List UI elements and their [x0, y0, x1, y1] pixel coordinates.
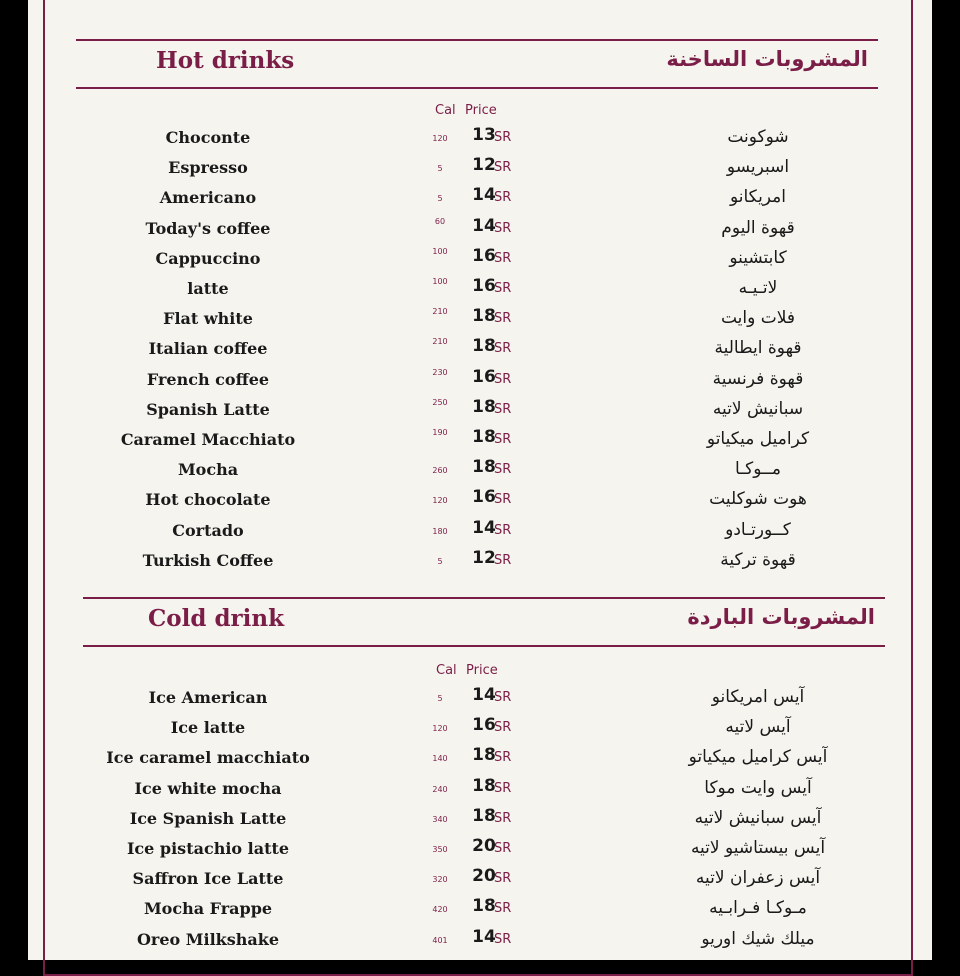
item-price: 14 [472, 926, 496, 947]
hot-menu-item [28, 273, 932, 303]
item-name-en: Caramel Macchiato [120, 430, 296, 449]
item-name-en: Espresso [168, 158, 248, 178]
item-price: 14 [472, 185, 496, 206]
item-price: 20 [472, 866, 496, 887]
cold-menu-item [28, 803, 932, 833]
item-price: 18 [472, 396, 496, 417]
item-name-ar: قهوة اليوم [721, 217, 795, 238]
cold-menu-item [28, 682, 932, 712]
item-currency: SR [494, 931, 512, 947]
item-currency: SR [494, 522, 512, 538]
item-price: 16 [472, 276, 496, 296]
item-calories: 180 [432, 526, 448, 536]
item-name-ar: هوت شوكليت [709, 489, 807, 510]
hot-menu-item [28, 515, 932, 545]
item-name-ar: كــورتـادو [725, 519, 791, 540]
hot-menu-item [28, 364, 932, 394]
item-name-ar: كراميل ميكياتو [706, 429, 810, 449]
item-currency: SR [494, 401, 512, 417]
item-calories: 120 [432, 724, 448, 734]
cold-menu-item [28, 742, 932, 772]
item-name-en: Mocha [177, 460, 239, 480]
item-currency: SR [494, 780, 512, 796]
item-price: 18 [472, 427, 496, 447]
item-calories: 210 [432, 337, 448, 347]
item-price: 18 [472, 896, 496, 917]
item-price: 16 [472, 487, 496, 508]
item-name-en: Today's coffee [145, 218, 271, 238]
item-calories: 250 [432, 397, 448, 407]
item-currency: SR [494, 901, 512, 917]
item-currency: SR [494, 130, 512, 145]
item-calories: 60 [434, 216, 446, 226]
cold-price-label: Price [466, 663, 498, 678]
item-price: 18 [472, 306, 496, 327]
item-price: 18 [472, 745, 496, 766]
item-name-ar: ميلك شيك اوريو [701, 928, 815, 949]
item-name-ar: لاتـيـه [738, 278, 778, 298]
item-name-en: Ice latte [170, 718, 246, 738]
item-calories: 210 [432, 307, 448, 317]
hot-menu-item [28, 152, 932, 182]
item-name-en: Ice caramel macchiato [106, 748, 310, 768]
item-calories: 190 [432, 428, 448, 437]
cold-drinks-title-en: Cold drink [148, 605, 285, 632]
item-price: 18 [472, 805, 496, 826]
item-price: 16 [472, 715, 496, 736]
item-currency: SR [494, 750, 512, 766]
item-name-en: Ice Spanish Latte [129, 808, 287, 828]
cold-menu-item [28, 924, 932, 954]
hot-menu-item [28, 484, 932, 514]
item-name-ar: آيس بيستاشيو لاتيه [690, 838, 826, 858]
menu-page [28, 0, 932, 960]
item-name-en: Hot chocolate [145, 490, 271, 510]
hot-menu-item [28, 122, 932, 152]
item-currency: SR [494, 492, 512, 508]
item-name-ar: شوكونت [727, 127, 789, 147]
item-currency: SR [494, 341, 512, 357]
item-name-ar: سبانيش لاتيه [712, 398, 804, 419]
item-name-ar: آيس كراميل ميكياتو [688, 747, 828, 768]
cold-menu-item [28, 833, 932, 863]
cold-menu-item [28, 712, 932, 742]
hot-menu-item [28, 394, 932, 424]
hot-menu-item [28, 303, 932, 333]
item-name-en: Ice American [148, 688, 268, 707]
cold-menu-item [28, 863, 932, 893]
item-name-ar: قهوة تركية [720, 549, 796, 570]
item-calories: 5 [437, 194, 443, 204]
item-currency: SR [494, 250, 512, 266]
item-name-ar: فلات وايت [720, 308, 796, 329]
item-name-ar: آيس زعفران لاتيه [695, 868, 821, 889]
cold-cal-label: Cal [436, 663, 457, 678]
item-currency: SR [494, 810, 512, 826]
hot-drinks-header [76, 39, 878, 89]
item-currency: SR [494, 190, 512, 206]
item-calories: 230 [432, 367, 448, 377]
hot-menu-item [28, 333, 932, 363]
item-calories: 260 [432, 466, 448, 476]
hot-drinks-title-en: Hot drinks [156, 47, 295, 74]
item-calories: 420 [432, 905, 448, 915]
cold-menu-item [28, 893, 932, 923]
cold-drinks-header [83, 597, 885, 647]
item-name-ar: آيس لاتيه [725, 717, 791, 738]
item-name-en: Oreo Milkshake [136, 929, 279, 949]
item-name-en: Mocha Frappe [143, 899, 273, 919]
item-calories: 240 [432, 784, 448, 794]
item-name-en: Saffron Ice Latte [132, 869, 284, 889]
item-price: 14 [472, 215, 496, 236]
hot-cal-label: Cal [435, 103, 456, 118]
item-name-en: Italian coffee [148, 339, 268, 359]
item-currency: SR [494, 311, 512, 327]
item-name-en: Flat white [163, 309, 253, 329]
item-name-en: Spanish Latte [146, 399, 270, 419]
item-price: 16 [472, 245, 496, 266]
cold-drinks-title-ar: المشروبات الباردة [687, 605, 875, 629]
hot-menu-item [28, 213, 932, 243]
item-currency: SR [494, 220, 512, 236]
item-name-en: French coffee [146, 369, 270, 389]
item-price: 16 [472, 366, 496, 387]
item-name-en: Americano [159, 188, 257, 208]
item-currency: SR [494, 160, 512, 176]
item-calories: 320 [432, 875, 448, 885]
item-name-en: Cortado [172, 520, 244, 540]
item-price: 20 [472, 836, 496, 856]
item-currency: SR [494, 371, 512, 387]
item-currency: SR [494, 552, 512, 568]
item-currency: SR [494, 462, 512, 478]
item-price: 18 [472, 775, 496, 796]
item-currency: SR [494, 871, 512, 887]
hot-menu-item [28, 545, 932, 575]
item-name-ar: آيس سبانيش لاتيه [694, 807, 822, 828]
item-price: 14 [472, 685, 496, 705]
item-name-en: Ice pistachio latte [126, 839, 290, 858]
item-calories: 5 [437, 694, 443, 703]
item-calories: 120 [432, 496, 448, 506]
item-name-ar: قهوة فرنسية [712, 368, 804, 389]
item-calories: 350 [432, 845, 448, 854]
item-name-ar: قهوة ايطالية [714, 338, 802, 359]
item-name-ar: آيس وايت موكا [704, 777, 812, 798]
item-name-ar: امريكانو [729, 187, 787, 208]
item-price: 18 [472, 457, 496, 478]
item-name-ar: مـوكـا فـرابـيه [709, 898, 807, 919]
item-name-en: latte [187, 279, 229, 298]
item-name-ar: كابتشينو [729, 247, 787, 268]
hot-menu-item [28, 454, 932, 484]
item-price: 13 [472, 125, 496, 145]
item-price: 12 [472, 547, 496, 568]
item-calories: 140 [432, 754, 448, 764]
item-name-ar: مــوكـا [734, 459, 782, 480]
item-name-en: Cappuccino [155, 248, 261, 268]
item-price: 18 [472, 336, 496, 357]
hot-menu-item [28, 424, 932, 454]
item-calories: 100 [432, 246, 448, 256]
hot-menu-item [28, 182, 932, 212]
item-calories: 120 [432, 134, 448, 143]
cold-menu-item [28, 773, 932, 803]
item-calories: 401 [432, 935, 448, 945]
item-name-en: Ice white mocha [134, 778, 282, 798]
item-name-ar: اسبريسو [726, 157, 790, 178]
item-calories: 5 [437, 164, 443, 174]
item-currency: SR [494, 841, 512, 856]
item-name-en: Turkish Coffee [142, 550, 274, 570]
hot-price-label: Price [465, 103, 497, 118]
hot-menu-item [28, 243, 932, 273]
item-calories: 340 [432, 814, 448, 824]
item-currency: SR [494, 720, 512, 736]
item-price: 14 [472, 517, 496, 538]
item-currency: SR [494, 432, 512, 447]
item-calories: 100 [432, 277, 448, 286]
item-currency: SR [494, 281, 512, 296]
item-name-en: Choconte [165, 128, 251, 147]
item-currency: SR [494, 690, 512, 705]
item-name-ar: آيس امريكانو [711, 687, 805, 707]
item-calories: 5 [437, 556, 443, 566]
hot-drinks-title-ar: المشروبات الساخنة [666, 47, 868, 71]
item-price: 12 [472, 155, 496, 176]
